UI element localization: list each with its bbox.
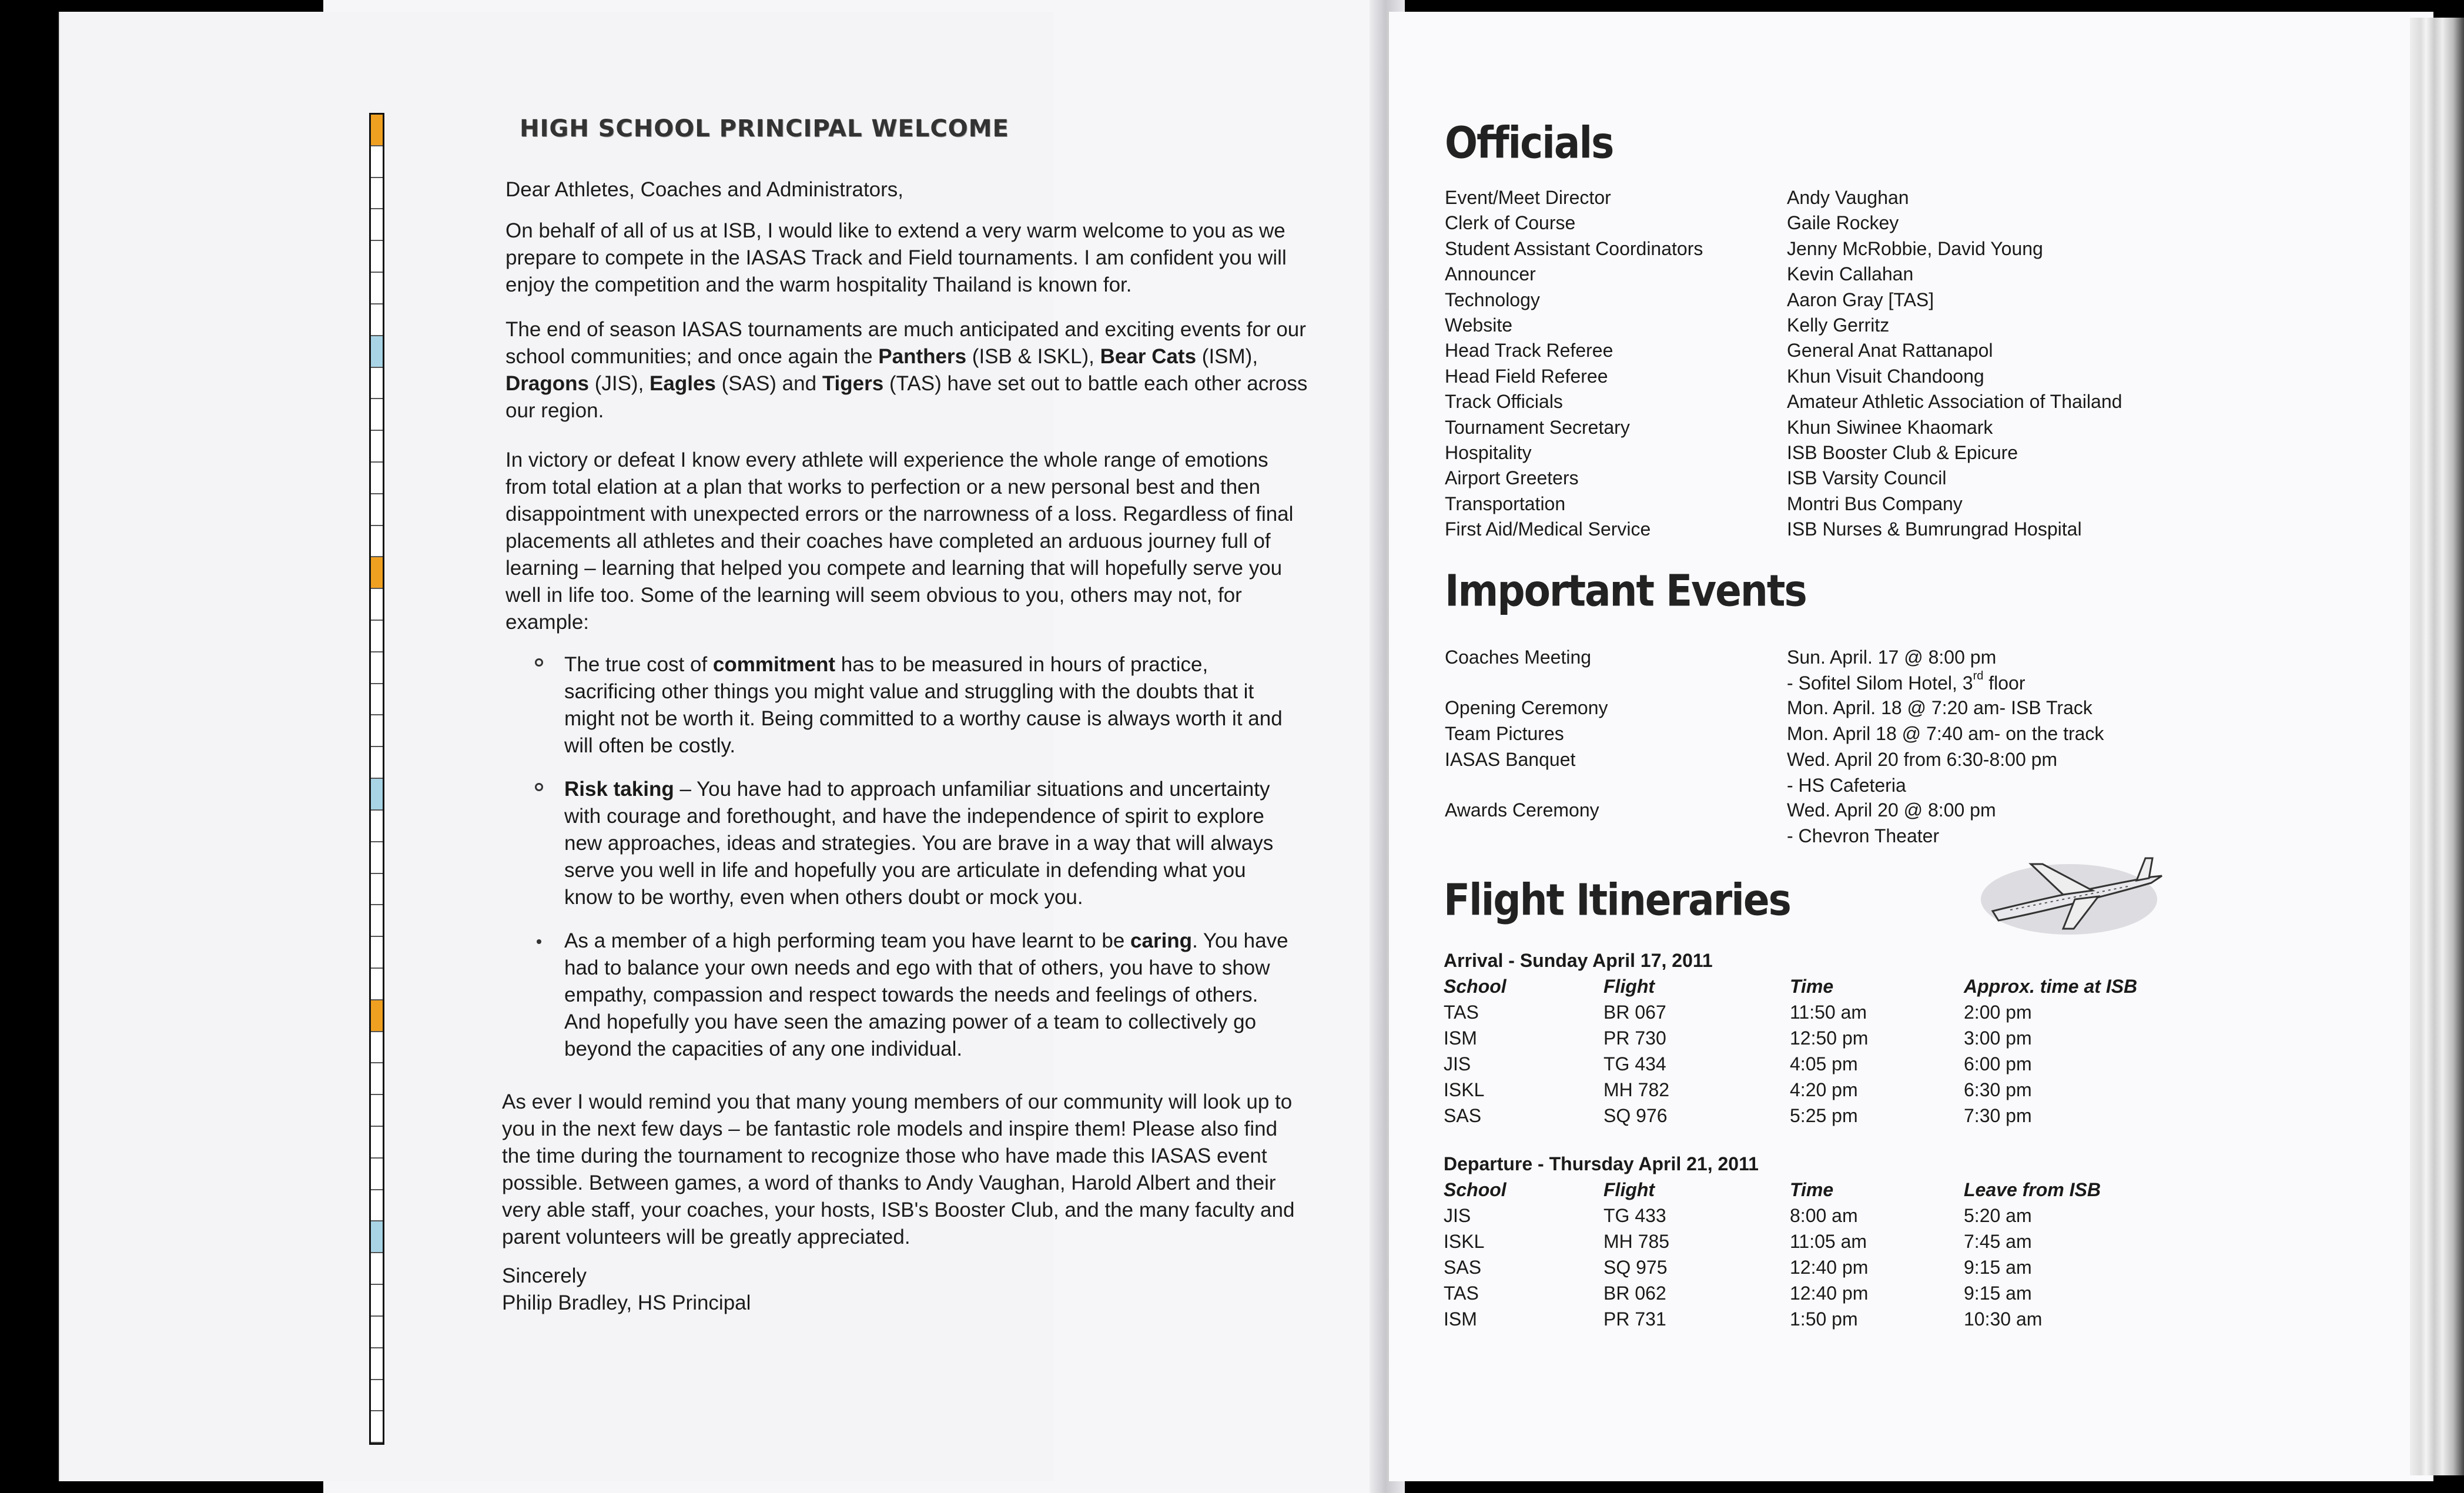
table-cell: 12:40 pm bbox=[1790, 1257, 1869, 1278]
official-role: Clerk of Course bbox=[1445, 212, 1576, 234]
bullet-icon bbox=[535, 783, 543, 791]
table-cell: MH 782 bbox=[1603, 1079, 1670, 1100]
index-tab bbox=[371, 368, 383, 400]
table-cell: 7:30 pm bbox=[1964, 1105, 2032, 1126]
table-row bbox=[1444, 1228, 2267, 1254]
official-name: General Anat Rattanapol bbox=[1787, 340, 1993, 361]
index-tab bbox=[371, 874, 383, 906]
table-cell: TAS bbox=[1444, 1283, 1479, 1304]
event-time: Wed. April 20 @ 8:00 pm bbox=[1787, 799, 1996, 821]
official-role: Website bbox=[1445, 314, 1513, 336]
bullet-icon bbox=[537, 939, 541, 944]
table-cell: 10:30 am bbox=[1964, 1308, 2043, 1330]
index-tab bbox=[371, 1032, 383, 1064]
welcome-title: HIGH SCHOOL PRINCIPAL WELCOME bbox=[520, 115, 1009, 142]
table-cell: BR 062 bbox=[1603, 1283, 1666, 1304]
official-row bbox=[1445, 236, 2326, 262]
bullet-list bbox=[535, 651, 1293, 1063]
official-role: Hospitality bbox=[1445, 442, 1532, 463]
bullet-caring: As a member of a high performing team you have learnt to be caring. You have had to balance your own needs and ego with that of others, you have to show empathy, compassion and respect towards the needs and feelings of others. And hopefully you have seen the amazing power of a team to collectively go beyond the capacities of any one individual. bbox=[535, 928, 1293, 1063]
airplane-icon bbox=[1975, 841, 2169, 946]
closing-text: Sincerely bbox=[502, 1264, 587, 1287]
departure-header bbox=[1444, 1177, 2267, 1203]
index-tab bbox=[371, 1190, 383, 1222]
official-name: Andy Vaughan bbox=[1787, 187, 1909, 208]
bullet-risk-taking: Risk taking – You have had to approach unfamiliar situations and uncertainty with courage and forethought, and have the independence of spirit to explore new approaches, ideas and strategies. You are brave in a way that will always serve you well in life and hopefully you are articulate in defending what you know to be worthy, even when others doubt or mock you. bbox=[535, 776, 1293, 911]
paragraph-1 bbox=[505, 217, 1311, 299]
index-tab bbox=[371, 589, 383, 621]
table-cell: 3:00 pm bbox=[1964, 1027, 2032, 1049]
table-cell: 7:45 am bbox=[1964, 1231, 2032, 1252]
arrival-table bbox=[1444, 948, 2267, 1129]
index-tab bbox=[371, 1348, 383, 1380]
index-tab bbox=[371, 526, 383, 558]
table-cell: 6:00 pm bbox=[1964, 1053, 2032, 1074]
official-row bbox=[1445, 337, 2326, 363]
table-cell: JIS bbox=[1444, 1053, 1471, 1074]
official-row bbox=[1445, 389, 2326, 414]
event-row-coaches bbox=[1445, 644, 2326, 696]
event-row-awards bbox=[1445, 797, 2326, 849]
official-row bbox=[1445, 465, 2326, 491]
index-tab bbox=[371, 273, 383, 304]
table-row bbox=[1444, 1051, 2267, 1077]
table-cell: SQ 975 bbox=[1603, 1257, 1668, 1278]
official-row bbox=[1445, 516, 2326, 542]
table-cell: TAS bbox=[1444, 1002, 1479, 1023]
index-tab bbox=[371, 747, 383, 779]
closing bbox=[502, 1263, 1307, 1317]
index-tab bbox=[371, 1285, 383, 1317]
arrival-header bbox=[1444, 973, 2267, 999]
table-cell: ISKL bbox=[1444, 1079, 1485, 1100]
paragraph-2 bbox=[505, 316, 1311, 424]
index-tab bbox=[371, 842, 383, 874]
paragraph-3-text: In victory or defeat I know every athlete will experience the whole range of emotions from total elation at a plan that works to perfection or a new personal best and then disappointment with unexpected errors or the narrowness of a loss. Regardless of final placements all athletes and their coaches have completed an arduous journey full of learning – learning that helped you compete and learning that will hopefully serve you well in life too. Some of the learning will seem obvious to you, others may not, for example: bbox=[505, 448, 1294, 634]
table-row bbox=[1444, 1280, 2267, 1306]
index-tab bbox=[371, 209, 383, 241]
official-row bbox=[1445, 414, 2326, 440]
official-name: Khun Visuit Chandoong bbox=[1787, 365, 1984, 387]
event-detail bbox=[1787, 644, 2316, 696]
official-row bbox=[1445, 491, 2326, 517]
table-cell: 12:50 pm bbox=[1790, 1027, 1869, 1049]
table-cell: 1:50 pm bbox=[1790, 1308, 1858, 1330]
index-tab bbox=[371, 811, 383, 842]
table-cell: 2:00 pm bbox=[1964, 1002, 2032, 1023]
column-header: School bbox=[1444, 976, 1506, 997]
table-cell: 5:25 pm bbox=[1790, 1105, 1858, 1126]
salutation bbox=[505, 176, 1311, 203]
event-time: Mon. April 18 @ 7:40 am- on the track bbox=[1787, 723, 2104, 744]
event-place: - Sofitel Silom Hotel, 3rd floor bbox=[1787, 669, 2026, 694]
index-tab bbox=[371, 1095, 383, 1127]
index-tab bbox=[371, 779, 383, 811]
official-role: Head Field Referee bbox=[1445, 365, 1608, 387]
index-tab bbox=[371, 684, 383, 716]
official-row bbox=[1445, 312, 2326, 338]
index-tab bbox=[371, 115, 383, 146]
table-cell: 12:40 pm bbox=[1790, 1283, 1869, 1304]
column-header: Time bbox=[1790, 976, 1834, 997]
table-row bbox=[1444, 1077, 2267, 1103]
index-tab bbox=[371, 937, 383, 969]
table-cell: 9:15 am bbox=[1964, 1257, 2032, 1278]
column-header: Approx. time at ISB bbox=[1964, 976, 2138, 997]
column-header: Time bbox=[1790, 1179, 1834, 1200]
event-place: - Chevron Theater bbox=[1787, 825, 1940, 846]
official-name: Jenny McRobbie, David Young bbox=[1787, 237, 2043, 259]
official-role: Head Track Referee bbox=[1445, 340, 1613, 361]
table-row bbox=[1444, 999, 2267, 1025]
index-tab bbox=[371, 1317, 383, 1348]
official-name: Kelly Gerritz bbox=[1787, 314, 1890, 336]
event-label: IASAS Banquet bbox=[1445, 749, 1576, 770]
bullet-icon bbox=[535, 658, 543, 667]
table-cell: PR 730 bbox=[1603, 1027, 1666, 1049]
index-tab bbox=[371, 557, 383, 589]
table-cell: ISM bbox=[1444, 1308, 1477, 1330]
table-cell: 4:05 pm bbox=[1790, 1053, 1858, 1074]
event-time: Mon. April. 18 @ 7:20 am- ISB Track bbox=[1787, 697, 2093, 718]
paragraph-4 bbox=[502, 1089, 1307, 1251]
event-row-pictures bbox=[1445, 721, 2326, 746]
event-row-opening bbox=[1445, 695, 2326, 721]
table-cell: TG 433 bbox=[1603, 1205, 1666, 1226]
index-tab bbox=[371, 652, 383, 684]
official-name: Gaile Rockey bbox=[1787, 212, 1899, 234]
table-cell: PR 731 bbox=[1603, 1308, 1666, 1330]
table-cell: ISM bbox=[1444, 1027, 1477, 1049]
index-tab bbox=[371, 463, 383, 494]
index-tab bbox=[371, 241, 383, 273]
event-row-banquet bbox=[1445, 746, 2326, 798]
page-edges bbox=[2410, 18, 2464, 1475]
bullet-commitment: The true cost of commitment has to be measured in hours of practice, sacrificing other things you might value and struggling with the doubts that it might not be worth it. Being committed to a worthy cause is always worth it and will often be costly. bbox=[535, 651, 1293, 759]
table-cell: SAS bbox=[1444, 1257, 1482, 1278]
official-name: Montri Bus Company bbox=[1787, 493, 1963, 514]
official-role: First Aid/Medical Service bbox=[1445, 518, 1651, 540]
event-label: Opening Ceremony bbox=[1445, 697, 1608, 718]
official-role: Technology bbox=[1445, 289, 1540, 310]
official-row bbox=[1445, 210, 2326, 236]
index-tab bbox=[371, 621, 383, 652]
event-label: Coaches Meeting bbox=[1445, 647, 1592, 668]
index-tab bbox=[371, 1221, 383, 1253]
paragraph-3 bbox=[505, 447, 1311, 636]
table-row bbox=[1444, 1025, 2267, 1051]
departure-title: Departure - Thursday April 21, 2011 bbox=[1444, 1153, 1759, 1174]
table-cell: 6:30 pm bbox=[1964, 1079, 2032, 1100]
official-row bbox=[1445, 363, 2326, 389]
index-tab bbox=[371, 1159, 383, 1190]
table-cell: SAS bbox=[1444, 1105, 1482, 1126]
table-cell: ISKL bbox=[1444, 1231, 1485, 1252]
official-role: Announcer bbox=[1445, 263, 1536, 285]
index-tab bbox=[371, 969, 383, 1000]
table-cell: 11:50 am bbox=[1790, 1002, 1867, 1023]
table-cell: 5:20 am bbox=[1964, 1205, 2032, 1226]
index-tab bbox=[371, 715, 383, 747]
table-cell: MH 785 bbox=[1603, 1231, 1670, 1252]
index-tab bbox=[371, 399, 383, 431]
table-cell: 4:20 pm bbox=[1790, 1079, 1858, 1100]
official-row bbox=[1445, 440, 2326, 466]
event-label: Awards Ceremony bbox=[1445, 799, 1599, 821]
index-tab bbox=[371, 1411, 383, 1443]
index-tab bbox=[371, 905, 383, 937]
departure-table bbox=[1444, 1151, 2267, 1332]
official-name: ISB Varsity Council bbox=[1787, 467, 1947, 489]
paragraph-2-text: The end of season IASAS tournaments are much anticipated and exciting events for our school communities; and once again the Panthers (ISB & ISKL), Bear Cats (ISM), Dragons (JIS), Eagles (SAS) and Tigers (TAS) have set out to battle each other across our region. bbox=[505, 318, 1308, 422]
official-name: Khun Siwinee Khaomark bbox=[1787, 416, 1993, 438]
official-name: Kevin Callahan bbox=[1787, 263, 1914, 285]
official-role: Event/Meet Director bbox=[1445, 187, 1611, 208]
official-role: Student Assistant Coordinators bbox=[1445, 237, 1703, 259]
official-role: Transportation bbox=[1445, 493, 1566, 514]
table-cell: JIS bbox=[1444, 1205, 1471, 1226]
paragraph-1-text: On behalf of all of us at ISB, I would like to extend a very warm welcome to you as we prepare to compete in the IASAS Track and Field tournaments. I am confident you will enjoy the competition and the warm hospitality Thailand is known for. bbox=[505, 219, 1287, 296]
index-tab bbox=[371, 146, 383, 178]
official-name: ISB Nurses & Bumrungrad Hospital bbox=[1787, 518, 2082, 540]
official-role: Tournament Secretary bbox=[1445, 416, 1630, 438]
column-header: Flight bbox=[1603, 976, 1655, 997]
official-name: Amateur Athletic Association of Thailand bbox=[1787, 391, 2122, 413]
index-tab bbox=[371, 1000, 383, 1032]
index-tab-strip bbox=[369, 113, 384, 1445]
index-tab bbox=[371, 1380, 383, 1412]
signature-text: Philip Bradley, HS Principal bbox=[502, 1291, 751, 1314]
official-row bbox=[1445, 287, 2326, 313]
official-row bbox=[1445, 261, 2326, 287]
index-tab bbox=[371, 494, 383, 526]
official-name: Aaron Gray [TAS] bbox=[1787, 289, 1934, 310]
departure-rows bbox=[1444, 1203, 2267, 1332]
official-role: Track Officials bbox=[1445, 391, 1563, 413]
table-cell: 8:00 am bbox=[1790, 1205, 1858, 1226]
official-role: Airport Greeters bbox=[1445, 467, 1579, 489]
table-row bbox=[1444, 1103, 2267, 1129]
official-name: ISB Booster Club & Epicure bbox=[1787, 442, 2018, 463]
index-tab bbox=[371, 304, 383, 336]
table-cell: SQ 976 bbox=[1603, 1105, 1668, 1126]
table-cell: TG 434 bbox=[1603, 1053, 1666, 1074]
event-time: Sun. April. 17 @ 8:00 pm bbox=[1787, 647, 1997, 668]
event-time: Wed. April 20 from 6:30-8:00 pm bbox=[1787, 749, 2058, 770]
event-place: - HS Cafeteria bbox=[1787, 775, 1906, 796]
index-tab bbox=[371, 1063, 383, 1095]
flights-heading: Flight Itineraries bbox=[1444, 875, 1790, 926]
salutation-text: Dear Athletes, Coaches and Administrators, bbox=[505, 178, 904, 201]
arrival-rows bbox=[1444, 999, 2267, 1129]
paragraph-4-text: As ever I would remind you that many young members of our community will look up to you in the next few days – be fantastic role models and inspire them! Please also find the time during the tournament to recognize those who have made this IASAS event possible. Between games, a word of thanks to Andy Vaughan, Harold Albert and their very able staff, your coaches, your hosts, ISB's Booster Club, and the many faculty and parent volunteers will be greatly appreciated. bbox=[502, 1090, 1295, 1248]
event-detail bbox=[1787, 746, 2316, 798]
index-tab bbox=[371, 178, 383, 210]
events-heading: Important Events bbox=[1445, 565, 1806, 617]
table-cell: 11:05 am bbox=[1790, 1231, 1867, 1252]
column-header: Leave from ISB bbox=[1964, 1179, 2101, 1200]
table-cell: BR 067 bbox=[1603, 1002, 1666, 1023]
table-cell: 9:15 am bbox=[1964, 1283, 2032, 1304]
table-row bbox=[1444, 1203, 2267, 1228]
table-row bbox=[1444, 1306, 2267, 1332]
column-header: Flight bbox=[1603, 1179, 1655, 1200]
official-row bbox=[1445, 185, 2326, 210]
officials-heading: Officials bbox=[1445, 118, 1613, 169]
index-tab bbox=[371, 431, 383, 463]
index-tab bbox=[371, 1127, 383, 1159]
index-tab bbox=[371, 1253, 383, 1285]
index-tab bbox=[371, 336, 383, 368]
event-label: Team Pictures bbox=[1445, 723, 1564, 744]
table-row bbox=[1444, 1254, 2267, 1280]
arrival-title: Arrival - Sunday April 17, 2011 bbox=[1444, 950, 1713, 971]
column-header: School bbox=[1444, 1179, 1506, 1200]
